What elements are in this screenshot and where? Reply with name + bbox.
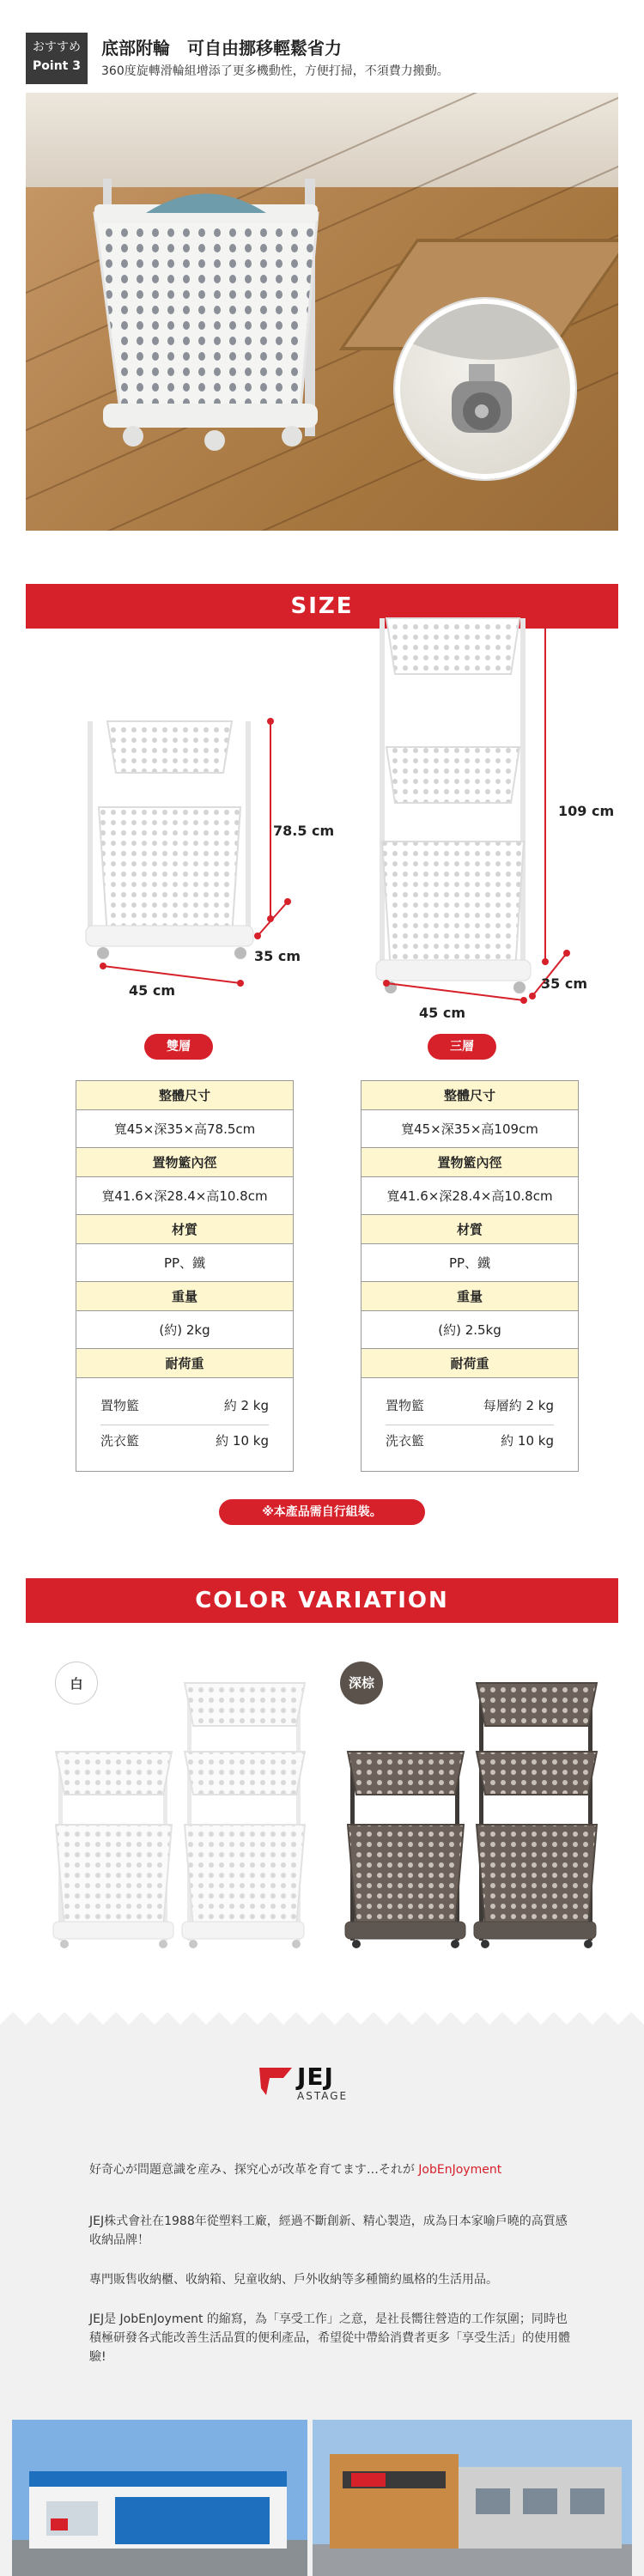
white-color-tag: 白 xyxy=(55,1662,98,1704)
load-row-name: 洗衣籃 xyxy=(100,1433,140,1449)
badge-line1: おすすめ xyxy=(32,40,82,54)
point-badge xyxy=(26,33,88,84)
load-row-value: 約 2 kg xyxy=(223,1398,269,1413)
size-heading-bar: SIZE xyxy=(26,584,618,629)
load-row-value: 約 10 kg xyxy=(501,1433,554,1449)
overall-size-value: 寬45×深35×高78.5cm xyxy=(76,1110,293,1148)
double-depth-dim: 35 cm xyxy=(254,948,301,964)
company-building-photo-2 xyxy=(313,2420,632,2576)
triple-spec-table xyxy=(361,1080,579,1472)
brown-color-tag: 深棕 xyxy=(340,1662,383,1704)
assembly-note-pill: ※本產品需自行組裝。 xyxy=(219,1499,425,1525)
double-height-dim: 78.5 cm xyxy=(273,823,335,839)
overall-size-label: 整體尺寸 xyxy=(361,1081,578,1110)
load-row-value: 每層約 2 kg xyxy=(483,1398,554,1413)
color-heading-bar: COLOR VARIATION xyxy=(26,1578,618,1623)
double-spec-table xyxy=(76,1080,294,1472)
load-values xyxy=(361,1378,578,1471)
material-value: PP、鐵 xyxy=(361,1244,578,1282)
basket-size-value: 寬41.6×深28.4×高10.8cm xyxy=(76,1177,293,1215)
white-variant-image xyxy=(52,1674,309,1966)
caster-wheel-icon xyxy=(400,304,575,479)
load-values xyxy=(76,1378,293,1471)
tagline xyxy=(89,2160,570,2179)
triple-height-dim: 109 cm xyxy=(558,803,615,819)
double-width-dim: 45 cm xyxy=(129,982,175,999)
material-value: PP、鐵 xyxy=(76,1244,293,1282)
tagline-main: 好奇心が問題意識を産み、探究心が改革を育てます…それが xyxy=(89,2163,415,2177)
feature-description: 360度旋轉滑輪組增添了更多機動性，方便打掃，不須費力搬動。 xyxy=(101,64,449,78)
triple-depth-dim: 35 cm xyxy=(541,975,587,992)
load-row-name: 洗衣籃 xyxy=(386,1433,425,1449)
basket-size-label: 置物籃內徑 xyxy=(361,1148,578,1177)
product-photo xyxy=(26,93,618,531)
overall-size-value: 寬45×深35×高109cm xyxy=(361,1110,578,1148)
company-building-photo-1 xyxy=(12,2420,307,2576)
load-row-name: 置物籃 xyxy=(100,1398,140,1413)
load-row-name: 置物籃 xyxy=(386,1398,425,1413)
load-label: 耐荷重 xyxy=(361,1349,578,1378)
overall-size-label: 整體尺寸 xyxy=(76,1081,293,1110)
material-label: 材質 xyxy=(361,1215,578,1244)
company-para-3: JEJ是 JobEnJoyment 的縮寫，為「享受工作」之意，是社長嚮往營造的工作氛圍；同時也積極研發各式能改善生活品質的便利產品，希望從中帶給消費者更多「享受生活」的使用體驗! xyxy=(89,2312,570,2364)
wheel-zoom-inset xyxy=(395,299,575,479)
load-row-value: 約 10 kg xyxy=(216,1433,269,1449)
logo-text: JEJ xyxy=(297,2063,334,2091)
weight-value: (約) 2.5kg xyxy=(361,1311,578,1349)
company-para-1: JEJ株式會社在1988年從塑料工廠，經過不斷創新、精心製造，成為日本家喻戶曉的高質感收納品牌！ xyxy=(89,2215,568,2247)
material-label: 材質 xyxy=(76,1215,293,1244)
jej-logo-mark-icon xyxy=(258,2063,295,2097)
company-para-2: 專門販售收納櫃、收納箱、兒童收納、戶外收納等多種簡約風格的生活用品。 xyxy=(89,2273,498,2287)
triple-tier-drawing xyxy=(369,601,575,1005)
triple-width-line xyxy=(378,979,532,1005)
load-label: 耐荷重 xyxy=(76,1349,293,1378)
feature-title: 底部附輪 可自由挪移輕鬆省力 xyxy=(101,38,342,58)
brown-variant-image xyxy=(343,1674,601,1966)
triple-variant-pill: 三層 xyxy=(428,1034,496,1060)
weight-label: 重量 xyxy=(76,1282,293,1311)
tagline-brand: JobEnJoyment xyxy=(418,2163,502,2177)
laundry-basket-photo xyxy=(86,179,335,462)
weight-label: 重量 xyxy=(361,1282,578,1311)
double-variant-pill: 雙層 xyxy=(144,1034,213,1060)
basket-size-value: 寬41.6×深28.4×高10.8cm xyxy=(361,1177,578,1215)
zigzag-divider xyxy=(0,2008,644,2042)
logo-sub: ASTAGE xyxy=(297,2090,349,2102)
weight-value: (約) 2kg xyxy=(76,1311,293,1349)
badge-line2: Point 3 xyxy=(33,59,81,73)
triple-width-dim: 45 cm xyxy=(419,1005,465,1021)
basket-size-label: 置物籃內徑 xyxy=(76,1148,293,1177)
